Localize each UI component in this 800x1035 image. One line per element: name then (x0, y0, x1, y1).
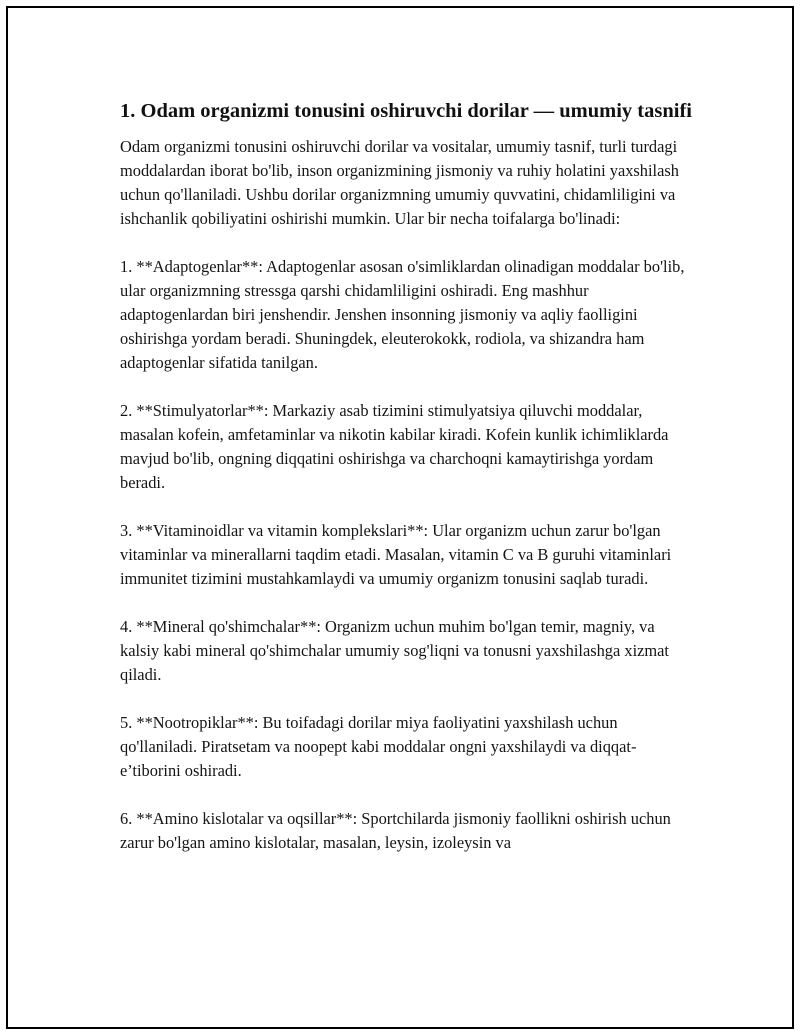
page-frame (6, 6, 794, 1029)
paragraph-nootropics: 5. **Nootropiklar**: Bu toifadagi dorilar miya faoliyatini yaxshilash uchun qo'llaniladi. Piratsetam va noopept kabi moddalar ongni yaxshilaydi va diqqat-e’tiborini oshiradi. (120, 713, 637, 780)
paragraph-adaptogens: 1. **Adaptogenlar**: Adaptogenlar asosan o'simliklardan olinadigan moddalar bo'lib, ular organizmning stressga qarshi chidamliligini oshiradi. Eng mashhur adaptogenlardan biri jenshendir. Jenshen insonning jismoniy va aqliy faolligini oshirishga yordam beradi. Shuningdek, eleuterokokk, rodiola, va shizandra ham adaptogenlar sifatida tanilgan. (120, 257, 685, 372)
paragraph-amino-acids: 6. **Amino kislotalar va oqsillar**: Sportchilarda jismoniy faollikni oshirish uchun zarur bo'lgan amino kislotalar, masalan, leysin, izoleysin va (120, 809, 671, 852)
paragraph-stimulants: 2. **Stimulyatorlar**: Markaziy asab tizimini stimulyatsiya qiluvchi moddalar, masalan kofein, amfetaminlar va nikotin kabilar kiradi. Kofein kunlik ichimliklarda mavjud bo'lib, ongning diqqatini oshirishga va charchoqni kamaytirishga yordam beradi. (120, 401, 669, 492)
document-body (120, 98, 692, 879)
section-heading: 1. Odam organizmi tonusini oshiruvchi dorilar — umumiy tasnifi (120, 100, 692, 122)
paragraph-vitamins: 3. **Vitaminoidlar va vitamin komplekslari**: Ular organizm uchun zarur bo'lgan vitaminlar va minerallarni taqdim etadi. Masalan, vitamin C va B guruhi vitaminlari immunitet tizimini mustahkamlaydi va umumiy organizm tonusini saqlab turadi. (120, 521, 672, 588)
intro-paragraph: Odam organizmi tonusini oshiruvchi dorilar va vositalar, umumiy tasnif, turli turdagi moddalardan iborat bo'lib, inson organizmining jismoniy va ruhiy holatini yaxshilash uchun qo'llaniladi. Ushbu dorilar organizmning umumiy quvvatini, chidamliligini va ishchanlik qobiliyatini oshirishi mumkin. Ular bir necha toifalarga bo'linadi: (120, 137, 679, 228)
paragraph-minerals: 4. **Mineral qo'shimchalar**: Organizm uchun muhim bo'lgan temir, magniy, va kalsiy kabi mineral qo'shimchalar umumiy sog'liqni va tonusni yaxshilashga xizmat qiladi. (120, 617, 669, 684)
